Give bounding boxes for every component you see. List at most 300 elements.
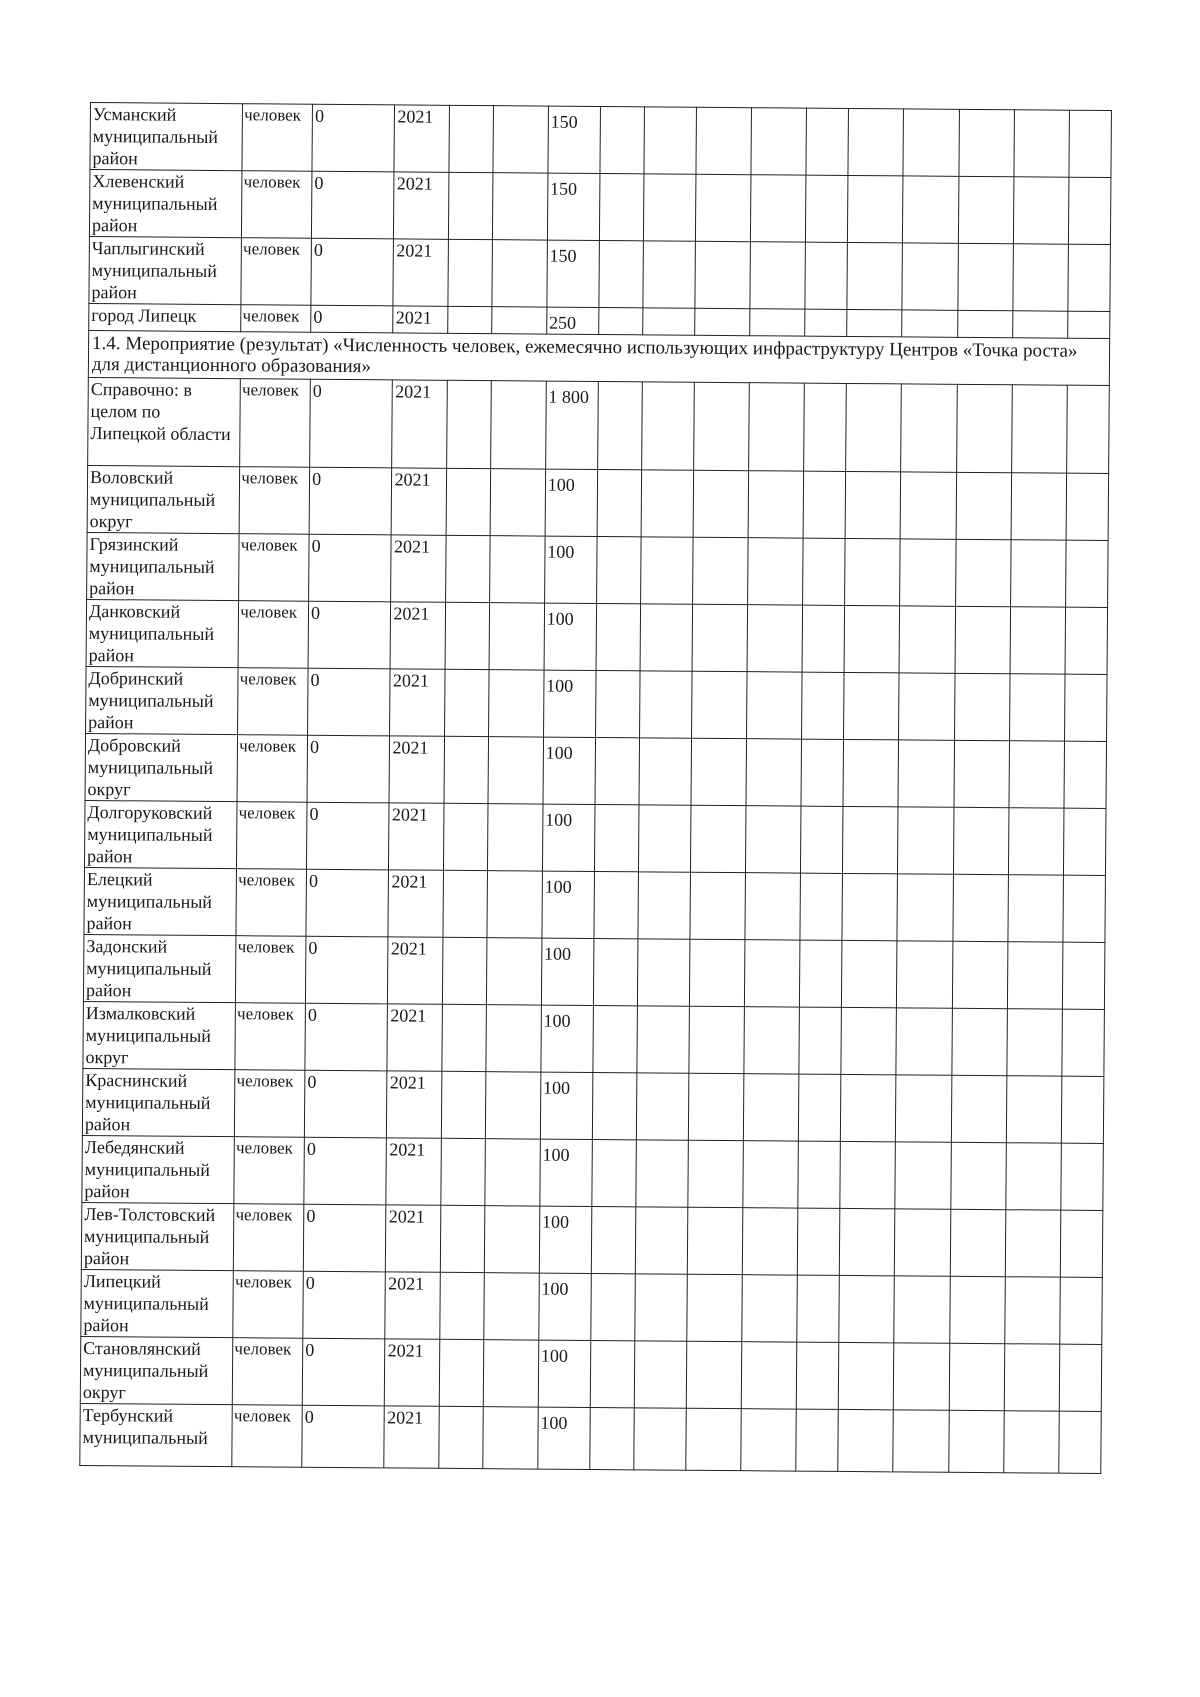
base-year-cell: 2021 xyxy=(391,535,446,602)
empty-cell xyxy=(492,106,548,173)
empty-cell xyxy=(691,671,747,738)
empty-cell xyxy=(441,1071,485,1138)
base-year-cell: 2021 xyxy=(392,468,447,535)
empty-cell xyxy=(748,471,804,538)
base-value-cell: 0 xyxy=(304,1137,387,1205)
empty-cell xyxy=(1004,1411,1060,1473)
empty-cell xyxy=(1061,1143,1103,1210)
empty-cell xyxy=(637,939,690,1006)
base-value-cell: 0 xyxy=(305,1003,388,1071)
empty-cell xyxy=(1006,1143,1062,1210)
empty-cell xyxy=(638,805,691,872)
empty-cell xyxy=(591,1206,635,1273)
empty-cell xyxy=(741,1342,797,1409)
empty-cell xyxy=(840,1074,896,1141)
empty-cell xyxy=(686,1341,742,1408)
empty-cell xyxy=(801,806,843,873)
empty-cell xyxy=(637,1006,690,1073)
data-table xyxy=(79,102,1112,1474)
unit-cell: человек xyxy=(239,534,309,602)
empty-cell xyxy=(744,1007,800,1074)
region-name-cell: Лебедянский муниципальный район xyxy=(82,1135,235,1203)
base-value-cell: 0 xyxy=(312,104,395,172)
region-name-cell: Липецкий муниципальный район xyxy=(81,1269,234,1337)
empty-cell xyxy=(953,807,1009,874)
empty-cell xyxy=(802,672,844,739)
empty-cell xyxy=(439,1339,483,1406)
empty-cell xyxy=(490,469,546,536)
base-value-cell: 0 xyxy=(306,936,389,1004)
empty-cell xyxy=(640,537,693,604)
base-year-cell: 2021 xyxy=(384,1406,439,1468)
empty-cell xyxy=(447,306,491,333)
empty-cell xyxy=(953,874,1009,941)
empty-cell xyxy=(444,669,488,736)
base-year-cell: 2021 xyxy=(387,1004,442,1071)
empty-cell xyxy=(695,241,751,308)
unit-cell: человек xyxy=(241,305,311,333)
empty-cell xyxy=(695,308,750,335)
empty-cell xyxy=(1066,540,1108,607)
empty-cell xyxy=(746,739,802,806)
base-value-cell: 0 xyxy=(308,668,391,736)
base-year-cell: 2021 xyxy=(394,105,449,172)
empty-cell xyxy=(742,1275,798,1342)
target-value-cell: 100 xyxy=(542,804,595,871)
unit-cell: человек xyxy=(233,1271,303,1339)
empty-cell xyxy=(1014,110,1070,177)
empty-cell xyxy=(1063,942,1105,1009)
unit-cell: человек xyxy=(242,171,312,239)
empty-cell xyxy=(635,1207,688,1274)
empty-cell xyxy=(633,1408,686,1470)
empty-cell xyxy=(893,1410,949,1472)
empty-cell xyxy=(1007,942,1063,1009)
empty-cell xyxy=(634,1274,687,1341)
empty-cell xyxy=(443,870,487,937)
base-year-cell: 2021 xyxy=(386,1205,441,1272)
table-row xyxy=(86,599,1107,674)
empty-cell xyxy=(896,1008,952,1075)
empty-cell xyxy=(442,1004,486,1071)
section-row xyxy=(88,330,1109,385)
target-value-cell: 100 xyxy=(543,737,596,804)
empty-cell xyxy=(484,1206,540,1273)
empty-cell xyxy=(595,670,639,737)
empty-cell xyxy=(1069,177,1111,244)
empty-cell xyxy=(950,1209,1006,1276)
empty-cell xyxy=(1010,540,1066,607)
empty-cell xyxy=(445,535,489,602)
empty-cell xyxy=(903,109,959,176)
empty-cell xyxy=(954,740,1010,807)
table-row xyxy=(87,532,1108,607)
empty-cell xyxy=(590,1340,634,1407)
empty-cell xyxy=(687,1274,743,1341)
empty-cell xyxy=(448,239,492,306)
unit-cell: человек xyxy=(235,1003,305,1071)
empty-cell xyxy=(492,173,548,240)
empty-cell xyxy=(1063,875,1105,942)
base-year-cell: 2021 xyxy=(388,870,443,937)
empty-cell xyxy=(797,1342,839,1409)
region-name-cell: Грязинский муниципальный район xyxy=(87,532,240,600)
base-year-cell: 2021 xyxy=(389,736,444,803)
empty-cell xyxy=(894,1343,950,1410)
unit-cell: человек xyxy=(232,1405,302,1468)
empty-cell xyxy=(839,1208,895,1275)
region-name-cell: Воловский муниципальный округ xyxy=(87,465,240,533)
empty-cell xyxy=(594,804,638,871)
empty-cell xyxy=(1064,741,1106,808)
table-row xyxy=(80,1403,1101,1473)
empty-cell xyxy=(1009,674,1065,741)
empty-cell xyxy=(688,1073,744,1140)
empty-cell xyxy=(484,1139,540,1206)
table-row xyxy=(87,465,1108,540)
empty-cell xyxy=(634,1341,687,1408)
region-name-cell: Елецкий муниципальный район xyxy=(84,867,237,935)
base-value-cell: 0 xyxy=(309,534,392,602)
empty-cell xyxy=(638,872,691,939)
empty-cell xyxy=(491,240,547,307)
base-year-cell: 2021 xyxy=(386,1138,441,1205)
empty-cell xyxy=(847,175,903,242)
target-value-cell: 100 xyxy=(544,603,597,670)
empty-cell xyxy=(900,539,956,606)
base-value-cell: 0 xyxy=(312,171,395,239)
empty-cell xyxy=(839,1275,895,1342)
empty-cell xyxy=(895,1142,951,1209)
empty-cell xyxy=(441,1138,485,1205)
table-row xyxy=(82,1068,1103,1143)
empty-cell xyxy=(693,382,749,470)
target-value-cell: 150 xyxy=(547,173,600,240)
empty-cell xyxy=(598,382,642,470)
table-row xyxy=(82,1135,1103,1210)
target-value-cell: 100 xyxy=(540,1139,593,1206)
section-title: 1.4. Мероприятие (результат) «Численность человек, ежемесячно использующих инфраструктуру Центров «Точка роста» для дистанционного образования» xyxy=(88,330,1109,385)
empty-cell xyxy=(838,1409,894,1471)
target-value-cell: 100 xyxy=(541,938,594,1005)
empty-cell xyxy=(590,1407,634,1469)
empty-cell xyxy=(847,242,903,309)
empty-cell xyxy=(802,605,844,672)
empty-cell xyxy=(693,470,749,537)
empty-cell xyxy=(845,538,901,605)
table-row xyxy=(80,1336,1101,1411)
base-year-cell: 2021 xyxy=(385,1339,440,1406)
empty-cell xyxy=(901,384,957,472)
empty-cell xyxy=(894,1276,950,1343)
base-year-cell: 2021 xyxy=(394,172,449,239)
empty-cell xyxy=(845,471,901,538)
unit-cell: человек xyxy=(238,668,308,736)
empty-cell xyxy=(639,671,692,738)
table-row xyxy=(81,1202,1102,1277)
base-year-cell: 2021 xyxy=(391,602,446,669)
empty-cell xyxy=(485,1005,541,1072)
section-body xyxy=(88,330,1109,385)
empty-cell xyxy=(948,1410,1004,1472)
empty-cell xyxy=(449,105,493,172)
empty-cell xyxy=(448,172,492,239)
empty-cell xyxy=(1066,473,1108,540)
empty-cell xyxy=(686,1408,742,1470)
empty-cell xyxy=(751,108,807,175)
unit-cell: человек xyxy=(238,601,308,669)
table-body-after xyxy=(80,377,1110,1473)
empty-cell xyxy=(796,1409,838,1471)
target-value-cell: 100 xyxy=(541,1005,594,1072)
region-name-cell: Измалковский муниципальный округ xyxy=(83,1001,236,1069)
empty-cell xyxy=(1065,674,1107,741)
target-value-cell: 100 xyxy=(545,469,598,536)
empty-cell xyxy=(750,242,806,309)
empty-cell xyxy=(644,107,697,174)
empty-cell xyxy=(798,1208,840,1275)
empty-cell xyxy=(745,940,801,1007)
empty-cell xyxy=(1008,875,1064,942)
base-year-cell: 2021 xyxy=(387,1071,442,1138)
empty-cell xyxy=(748,538,804,605)
empty-cell xyxy=(843,806,899,873)
empty-cell xyxy=(696,107,752,174)
empty-cell xyxy=(750,309,805,336)
target-value-cell: 250 xyxy=(546,307,598,334)
empty-cell xyxy=(641,470,694,537)
empty-cell xyxy=(1062,1009,1104,1076)
unit-cell: человек xyxy=(237,735,307,803)
empty-cell xyxy=(958,176,1014,243)
table-body-before xyxy=(89,103,1112,339)
empty-cell xyxy=(1013,244,1069,311)
empty-cell xyxy=(898,807,954,874)
empty-cell xyxy=(955,539,1011,606)
empty-cell xyxy=(838,1342,894,1409)
region-name-cell: Данковский муниципальный район xyxy=(86,599,239,667)
empty-cell xyxy=(642,308,694,335)
table-row xyxy=(83,934,1104,1009)
empty-cell xyxy=(688,1140,744,1207)
empty-cell xyxy=(805,242,847,309)
empty-cell xyxy=(844,605,900,672)
empty-cell xyxy=(1068,311,1110,338)
empty-cell xyxy=(898,740,954,807)
region-name-cell: Справочно: в целом по Липецкой области xyxy=(88,377,241,466)
empty-cell xyxy=(1013,177,1069,244)
empty-cell xyxy=(690,872,746,939)
unit-cell: человек xyxy=(234,1137,304,1205)
target-value-cell: 100 xyxy=(539,1206,592,1273)
empty-cell xyxy=(640,604,693,671)
empty-cell xyxy=(599,308,643,335)
empty-cell xyxy=(691,738,747,805)
empty-cell xyxy=(799,1074,841,1141)
empty-cell xyxy=(692,604,748,671)
base-value-cell: 0 xyxy=(303,1271,386,1339)
unit-cell: человек xyxy=(236,869,306,937)
empty-cell xyxy=(846,383,902,471)
empty-cell xyxy=(798,1141,840,1208)
unit-cell: человек xyxy=(233,1338,303,1406)
empty-cell xyxy=(797,1275,839,1342)
target-value-cell: 150 xyxy=(547,240,600,307)
target-value-cell: 100 xyxy=(539,1273,592,1340)
region-name-cell: Чаплыгинский муниципальный район xyxy=(89,236,242,304)
empty-cell xyxy=(1004,1344,1060,1411)
empty-cell xyxy=(687,1207,743,1274)
empty-cell xyxy=(639,738,692,805)
empty-cell xyxy=(1059,1411,1101,1473)
empty-cell xyxy=(899,606,955,673)
empty-cell xyxy=(742,1208,798,1275)
empty-cell xyxy=(641,382,694,470)
empty-cell xyxy=(1008,808,1064,875)
empty-cell xyxy=(1060,1210,1102,1277)
empty-cell xyxy=(486,938,542,1005)
empty-cell xyxy=(488,670,544,737)
table-row xyxy=(83,1001,1104,1076)
base-value-cell: 0 xyxy=(311,238,394,306)
empty-cell xyxy=(594,871,638,938)
empty-cell xyxy=(1065,607,1107,674)
table-row xyxy=(89,236,1110,311)
region-name-cell: Краснинский муниципальный район xyxy=(82,1068,235,1136)
empty-cell xyxy=(1007,1009,1063,1076)
empty-cell xyxy=(800,873,842,940)
empty-cell xyxy=(958,243,1014,310)
base-year-cell: 2021 xyxy=(390,669,445,736)
target-value-cell: 100 xyxy=(542,871,595,938)
empty-cell xyxy=(896,1075,952,1142)
table-row xyxy=(89,170,1110,245)
region-name-cell: Тербунский муниципальный xyxy=(80,1403,233,1466)
empty-cell xyxy=(1005,1210,1061,1277)
empty-cell xyxy=(692,537,748,604)
target-value-cell: 1 800 xyxy=(545,381,598,469)
empty-cell xyxy=(440,1205,484,1272)
base-year-cell: 2021 xyxy=(393,306,447,333)
target-value-cell: 100 xyxy=(543,670,596,737)
empty-cell xyxy=(483,1273,539,1340)
empty-cell xyxy=(444,736,488,803)
base-year-cell: 2021 xyxy=(389,803,444,870)
unit-cell: человек xyxy=(240,379,311,468)
empty-cell xyxy=(596,603,640,670)
target-value-cell: 100 xyxy=(538,1407,591,1469)
table-row xyxy=(84,867,1105,942)
empty-cell xyxy=(491,307,546,334)
empty-cell xyxy=(593,938,637,1005)
empty-cell xyxy=(1067,385,1110,473)
empty-cell xyxy=(842,873,898,940)
empty-cell xyxy=(690,805,746,872)
empty-cell xyxy=(438,1406,482,1468)
empty-cell xyxy=(959,109,1015,176)
empty-cell xyxy=(900,472,956,539)
base-value-cell: 0 xyxy=(308,601,391,669)
region-name-cell: Хлевенский муниципальный район xyxy=(89,170,242,238)
table-row xyxy=(85,733,1106,808)
empty-cell xyxy=(844,672,900,739)
unit-cell: человек xyxy=(236,936,306,1004)
empty-cell xyxy=(956,472,1012,539)
empty-cell xyxy=(751,175,807,242)
region-name-cell: Добринский муниципальный район xyxy=(86,666,239,734)
region-name-cell: Усманский муниципальный район xyxy=(90,103,243,171)
empty-cell xyxy=(957,310,1012,337)
base-value-cell: 0 xyxy=(307,735,390,803)
empty-cell xyxy=(592,1072,636,1139)
empty-cell xyxy=(446,468,490,535)
unit-cell: человек xyxy=(239,467,309,535)
empty-cell xyxy=(1011,473,1067,540)
base-year-cell: 2021 xyxy=(392,380,447,468)
empty-cell xyxy=(899,673,955,740)
empty-cell xyxy=(840,1141,896,1208)
empty-cell xyxy=(806,175,848,242)
base-year-cell: 2021 xyxy=(388,937,443,1004)
empty-cell xyxy=(485,1072,541,1139)
region-name-cell: Становлянский муниципальный округ xyxy=(80,1336,233,1404)
empty-cell xyxy=(949,1343,1005,1410)
region-name-cell: город Липецк xyxy=(89,303,241,331)
empty-cell xyxy=(489,603,545,670)
empty-cell xyxy=(955,606,1011,673)
empty-cell xyxy=(801,739,843,806)
empty-cell xyxy=(600,107,644,174)
unit-cell: человек xyxy=(237,802,307,870)
unit-cell: человек xyxy=(234,1204,304,1272)
target-value-cell: 100 xyxy=(544,536,597,603)
base-value-cell: 0 xyxy=(309,467,392,535)
empty-cell xyxy=(445,602,489,669)
empty-cell xyxy=(746,806,802,873)
empty-cell xyxy=(743,1074,799,1141)
empty-cell xyxy=(950,1142,1006,1209)
region-name-cell: Долгоруковский муниципальный район xyxy=(84,800,237,868)
empty-cell xyxy=(599,241,643,308)
empty-cell xyxy=(745,873,801,940)
empty-cell xyxy=(636,1140,689,1207)
empty-cell xyxy=(897,874,953,941)
empty-cell xyxy=(483,1340,539,1407)
empty-cell xyxy=(489,536,545,603)
empty-cell xyxy=(636,1073,689,1140)
empty-cell xyxy=(949,1276,1005,1343)
empty-cell xyxy=(643,174,696,241)
unit-cell: человек xyxy=(242,104,312,172)
empty-cell xyxy=(1068,244,1110,311)
target-value-cell: 100 xyxy=(540,1072,593,1139)
empty-cell xyxy=(1013,311,1068,338)
target-value-cell: 150 xyxy=(548,106,601,173)
empty-cell xyxy=(902,243,958,310)
empty-cell xyxy=(803,538,845,605)
region-name-cell: Добровский муниципальный округ xyxy=(85,733,238,801)
empty-cell xyxy=(804,383,846,471)
empty-cell xyxy=(800,940,842,1007)
empty-cell xyxy=(490,381,546,469)
empty-cell xyxy=(952,941,1008,1008)
empty-cell xyxy=(597,469,641,536)
empty-cell xyxy=(695,174,751,241)
base-year-cell: 2021 xyxy=(393,239,448,306)
empty-cell xyxy=(439,1272,483,1339)
empty-cell xyxy=(591,1273,635,1340)
empty-cell xyxy=(1064,808,1106,875)
